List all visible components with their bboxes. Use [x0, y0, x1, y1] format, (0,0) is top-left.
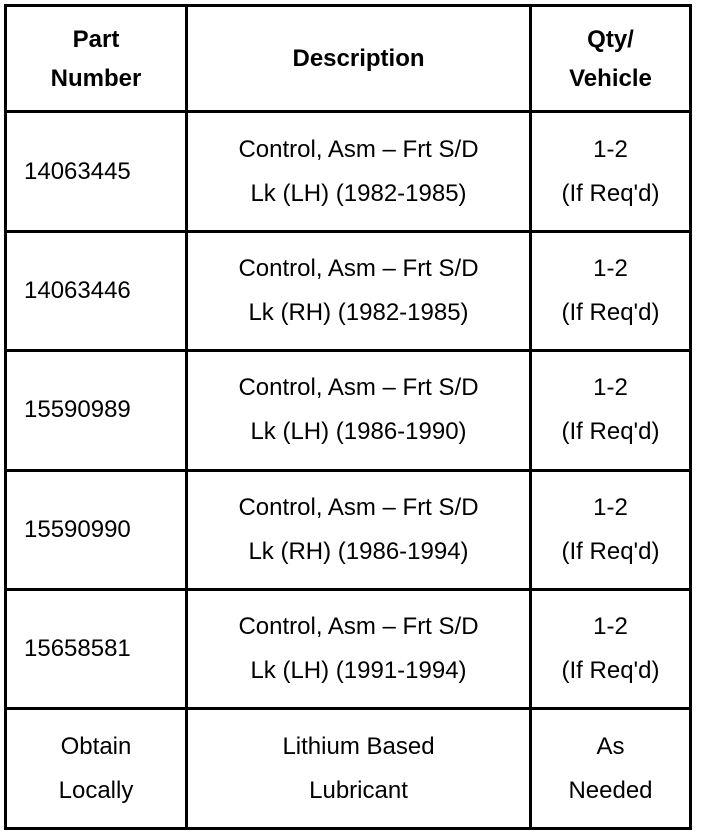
part-number: 15590989: [24, 396, 131, 424]
description-line: Control, Asm – Frt S/D: [238, 613, 479, 641]
header-description-line: Description: [292, 45, 425, 73]
qty-line: 1-2: [593, 255, 628, 282]
header-part-line: Number: [50, 64, 142, 92]
header-part-number: [6, 6, 187, 112]
qty-line: 1-2: [593, 613, 628, 641]
table-row: [6, 351, 691, 470]
description-cell: [187, 590, 531, 709]
header-qty-vehicle: [531, 6, 691, 112]
part-number-cell: [6, 112, 187, 231]
header-description: [187, 6, 531, 112]
description-cell: [187, 470, 531, 589]
description-cell: [187, 709, 531, 829]
part-number-cell: [6, 351, 187, 470]
qty-line: 1-2: [593, 493, 628, 521]
table-row: [6, 590, 691, 709]
description-line: Lk (RH) (1986-1994): [248, 537, 469, 565]
description-line: Lk (LH) (1986-1990): [250, 418, 467, 446]
description-line: Lubricant: [309, 776, 408, 804]
description-cell: [187, 231, 531, 350]
description-line: Lk (LH) (1991-1994): [250, 657, 467, 685]
qty-line: (If Req'd): [561, 537, 660, 565]
qty-line: (If Req'd): [561, 418, 660, 446]
description-line: Lk (LH) (1982-1985): [250, 179, 467, 207]
description-cell: [187, 112, 531, 231]
qty-line: (If Req'd): [561, 299, 660, 326]
qty-line: 1-2: [593, 374, 628, 402]
table-header-row: [6, 6, 691, 112]
qty-line: 1-2: [593, 135, 628, 163]
header-qty-line: Vehicle: [569, 64, 652, 92]
table-row: [6, 470, 691, 589]
description-line: Control, Asm – Frt S/D: [238, 255, 479, 282]
part-number-cell: [6, 590, 187, 709]
qty-cell: [531, 590, 691, 709]
qty-line: As: [596, 732, 625, 760]
qty-line: (If Req'd): [561, 657, 660, 685]
table-row: [6, 112, 691, 231]
qty-cell: [531, 112, 691, 231]
description-cell: [187, 351, 531, 470]
part-number: 15590990: [24, 515, 131, 543]
header-qty-line: Qty/: [587, 25, 634, 53]
description-line: Control, Asm – Frt S/D: [238, 135, 479, 163]
qty-line: (If Req'd): [561, 179, 660, 207]
description-line: Control, Asm – Frt S/D: [238, 374, 479, 402]
qty-cell: [531, 231, 691, 350]
part-number-line: Obtain: [60, 732, 132, 760]
part-number-line: Locally: [58, 776, 134, 804]
part-number-cell: [6, 470, 187, 589]
qty-cell: [531, 351, 691, 470]
description-line: Lk (RH) (1982-1985): [248, 299, 469, 326]
header-part-line: Part: [72, 25, 120, 53]
part-number: 14063445: [24, 157, 131, 185]
part-number-cell: [6, 231, 187, 350]
table-row: [6, 231, 691, 350]
qty-cell: [531, 709, 691, 829]
description-line: Lithium Based: [282, 732, 435, 760]
part-number-cell: [6, 709, 187, 829]
parts-table: [4, 4, 692, 830]
description-line: Control, Asm – Frt S/D: [238, 493, 479, 521]
qty-line: Needed: [568, 776, 653, 804]
part-number: 15658581: [24, 635, 131, 663]
qty-cell: [531, 470, 691, 589]
part-number: 14063446: [24, 277, 131, 304]
table-row: [6, 709, 691, 829]
